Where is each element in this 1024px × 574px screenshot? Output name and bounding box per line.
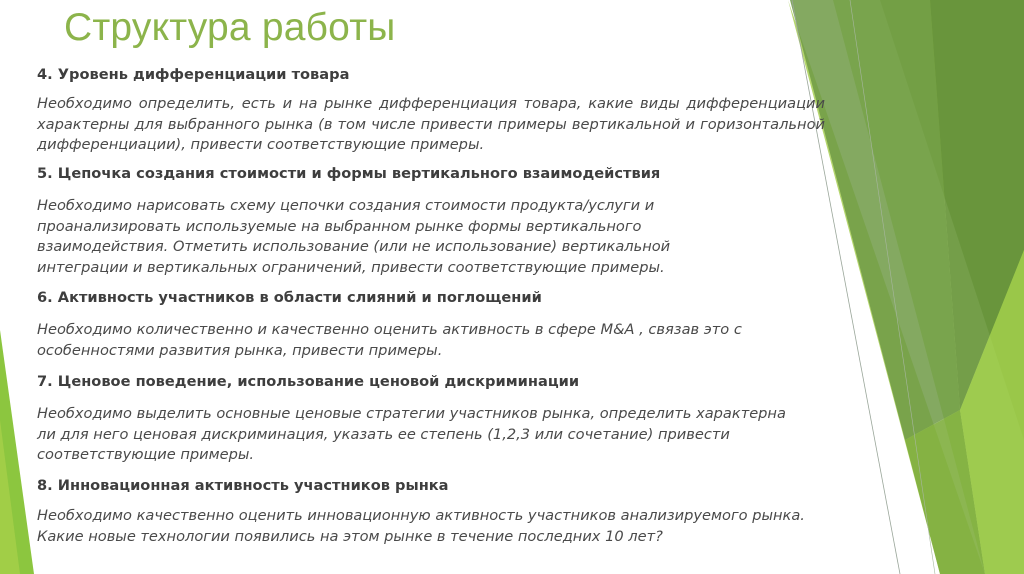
section-heading-4: 4. Уровень дифференциации товара	[37, 66, 350, 83]
section-body-8: Необходимо качественно оценить инновационную активность участников анализируемого рынка. Какие новые технологии появились на этом рынке в течение последних 10 лет?	[37, 507, 805, 545]
section-heading-5: 5. Цепочка создания стоимости и формы вертикального взаимодействия	[37, 165, 661, 182]
section-body-6: Необходимо количественно и качественно оценить активность в сфере M&A , связав это с особенностями развития рынка, привести примеры.	[37, 321, 742, 359]
section-body-7: Необходимо выделить основные ценовые стратегии участников рынка, определить характерна ли для него ценовая дискриминация, указать ее степень (1,2,3 или сочетание) привести соответствующие примеры.	[37, 405, 786, 464]
section-body-5: Необходимо нарисовать схему цепочки создания стоимости продукта/услуги и проанализировать используемые на выбранном рынке формы вертикального взаимодействия. Отметить использование (или не использование) вертикальной интеграции и вертикальных ограничений, привести соответствующие примеры.	[37, 197, 671, 276]
section-heading-7: 7. Ценовое поведение, использование ценовой дискриминации	[37, 373, 580, 390]
section-heading-8: 8. Инновационная активность участников рынка	[37, 477, 449, 494]
section-heading-6: 6. Активность участников в области слияний и поглощений	[37, 289, 542, 306]
section-body-4: Необходимо определить, есть и на рынке дифференциация товара, какие виды дифференциации характерны для выбранного рынка (в том числе привести примеры вертикальной и горизонтальной дифференциации), привести соответствующие примеры.	[37, 95, 825, 154]
slide-title: Структура работы	[64, 6, 396, 49]
